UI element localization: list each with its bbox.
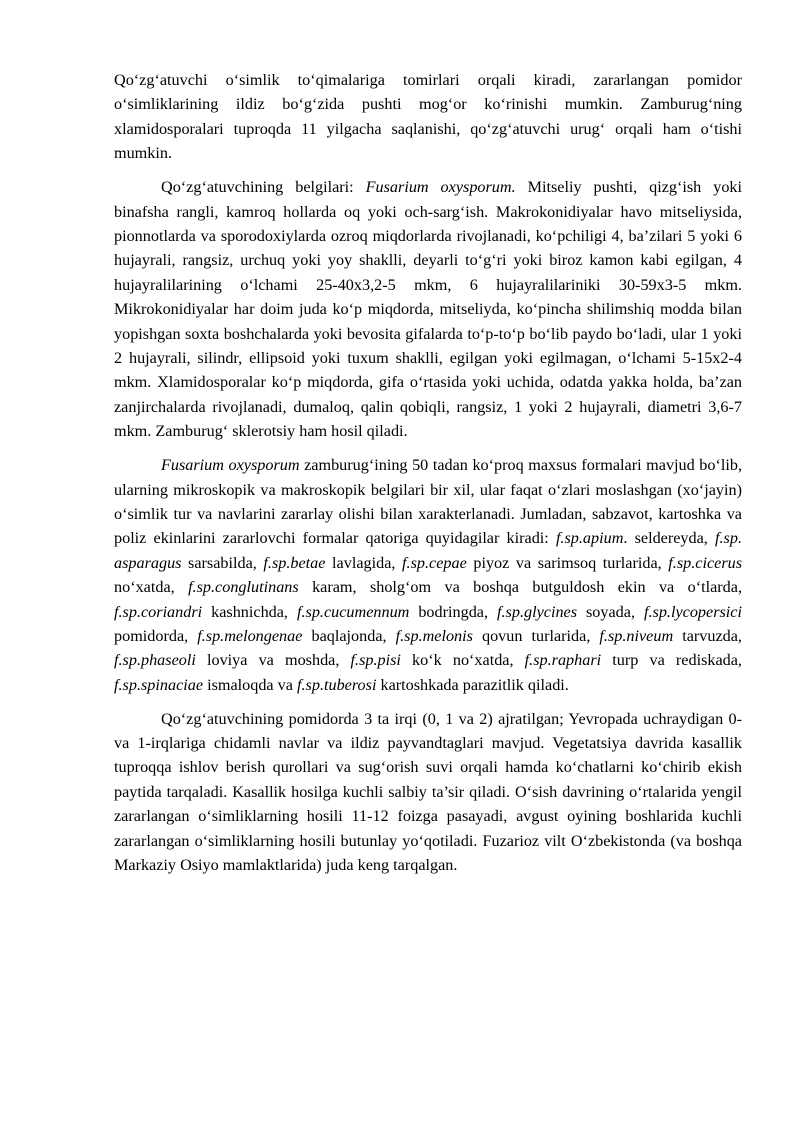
italic-text: Fusarium oxysporum	[161, 456, 300, 475]
italic-text: f.sp.spinaciae	[114, 675, 204, 694]
italic-text: f.sp.cepae	[402, 553, 467, 572]
text-run: karam, sholg‘om va boshqa butguldosh ekin va o‘tlarda,	[298, 578, 742, 597]
paragraph	[114, 175, 742, 443]
text-run: baqlajonda,	[302, 626, 396, 645]
text-run: sarsabilda,	[181, 553, 264, 572]
text-run: bodringda,	[409, 602, 497, 621]
text-run: ko‘k no‘xatda,	[400, 651, 525, 670]
italic-text: f.sp.glycines	[497, 602, 578, 621]
text-run: Qo‘zg‘atuvchi o‘simlik to‘qimalariga tomirlari orqali kiradi, zararlangan pomidor o‘simliklarining ildiz bo‘g‘zida pushti mog‘or ko‘rinishi mumkin. Zamburug‘ning xlamidosporalari tuproqda 11 yilgacha saqlanishi, qo‘zg‘atuvchi urug‘ orqali ham o‘tishi mumkin.	[114, 71, 742, 163]
italic-text: f.sp.tuberosi	[297, 675, 377, 694]
italic-text: f.sp.melongenae	[197, 626, 303, 645]
italic-text: f.sp.cucumennum	[296, 602, 410, 621]
text-run: turp va rediskada,	[601, 651, 742, 670]
text-run: kashnichda,	[202, 602, 297, 621]
text-run: piyoz va sarimsoq turlarida,	[466, 553, 669, 572]
italic-text: f.sp.niveum	[599, 626, 674, 645]
italic-text: f.sp.phaseoli	[114, 651, 196, 670]
text-run: zamburug‘ining 50 tadan ko‘proq maxsus formalari mavjud bo‘lib, ularning mikroskopik va makroskopik belgilari bir xil, ular faqat o‘zlari moslashgan (xo‘jayin) o‘simlik tur va navlarini zararlay olishi bilan xarakterlanadi. Jumladan, sabzavot, kartoshka va poliz ekinlarini zararlovchi formalar qatoriga quyidagilar kiradi:	[114, 456, 742, 548]
italic-text: f.sp.melonis	[395, 626, 473, 645]
document-page	[114, 68, 742, 878]
italic-text: f.sp.coriandri	[114, 602, 203, 621]
text-run: Qo‘zg‘atuvchining belgilari:	[161, 178, 366, 197]
paragraph	[114, 453, 742, 697]
italic-text: f.sp.cicerus	[668, 553, 743, 572]
text-run: Qo‘zg‘atuvchining pomidorda 3 ta irqi (0, 1 va 2) ajratilgan; Yevropada uchraydigan 0- va 1-irqlariga chidamli navlar va ildiz payvandtaglari mavjud. Vegetatsiya davrida kasallik tuproqqa ishlov berish qurollari va sug‘orish suvi orqali hamda ko‘chatlarni ko‘chirib ekish paytida tarqaladi. Kasallik hosilga kuchli salbiy ta’sir qiladi. O‘sish davrining o‘rtalarida yengil zararlangan o‘simliklarning hosili 11-12 foizga pasayadi, avgust oyining boshlarida kuchli zararlangan o‘simliklarning hosili butunlay yo‘qotiladi. Fuzarioz vilt O‘zbekistonda (va boshqa Markaziy Osiyo mamlaktlarida) juda keng tarqalgan.	[114, 709, 742, 875]
italic-text: f.sp.pisi	[350, 651, 401, 670]
text-run: lavlagida,	[325, 553, 403, 572]
text-run: soyada,	[577, 602, 644, 621]
italic-text: f.sp.apium	[555, 529, 624, 548]
text-run: kartoshkada parazitlik qiladi.	[376, 675, 569, 694]
italic-text: Fusarium oxysporum.	[365, 178, 516, 197]
text-run: Mitseliy pushti, qizg‘ish yoki binafsha rangli, kamroq hollarda oq yoki och-sarg‘ish. Makrokonidiyalar havo mitseliysida, pionnotlarda va sporodoxiylarda ozroq miqdorlarda rivojlanadi, ko‘pchiligi 4, ba’zilari 5 yoki 6 hujayrali, rangsiz, urchuq yoki yoy shaklli, deyarli to‘g‘ri yoki biroz kamon kabi egilgan, 4 hujayralilarining o‘lchami 25-40x3,2-5 mkm, 6 hujayralilariniki 30-59x3-5 mkm. Mikrokonidiyalar har doim juda ko‘p miqdorda, mitseliyda, ko‘pincha shilimshiq modda bilan yopishgan soxta boshchalarda yoki bevosita gifalarda to‘p-to‘p bo‘lib paydo bo‘ladi, ular 1 yoki 2 hujayrali, silindr, ellipsoid yoki tuxum shaklli, egilgan yoki egilmagan, o‘lchami 5-15x2-4 mkm. Xlamidosporalar ko‘p miqdorda, gifa o‘rtasida yoki uchida, odatda yakka holda, ba’zan zanjirchalarda rivojlanadi, dumaloq, qalin qobiqli, rangsiz, 1 yoki 2 hujayrali, diametri 3,6-7 mkm. Zamburug‘ sklerotsiy ham hosil qiladi.	[114, 178, 743, 441]
text-run: no‘xatda,	[114, 578, 189, 597]
italic-text: f.sp. asparagus	[114, 529, 742, 572]
italic-text: f.sp.conglutinans	[188, 578, 299, 597]
italic-text: f.sp.lycopersici	[643, 602, 742, 621]
paragraph	[114, 707, 742, 878]
text-run: ismaloqda va	[203, 675, 297, 694]
text-run: pomidorda,	[114, 626, 198, 645]
text-run: tarvuzda,	[673, 626, 742, 645]
paragraph	[114, 68, 742, 166]
italic-text: f.sp.raphari	[524, 651, 602, 670]
italic-text: f.sp.betae	[263, 553, 326, 572]
text-run: . seldereyda,	[623, 529, 715, 548]
text-run: qovun turlarida,	[472, 626, 600, 645]
text-run: loviya va moshda,	[195, 651, 351, 670]
